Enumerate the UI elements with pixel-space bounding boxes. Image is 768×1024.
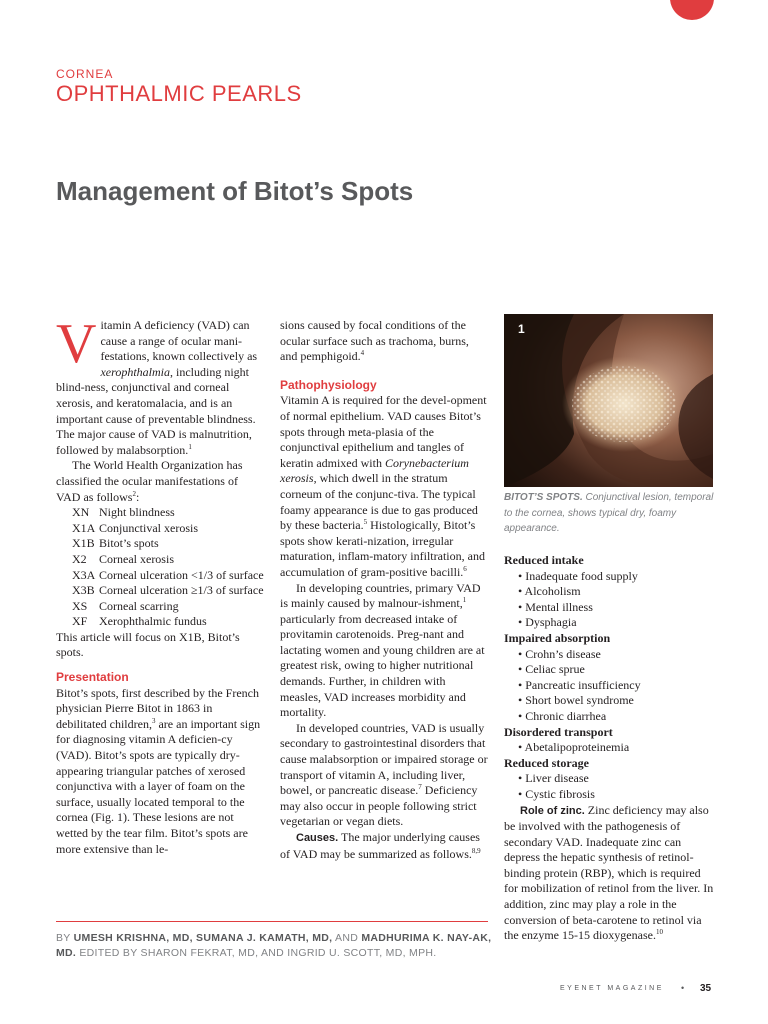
column-3: [504, 553, 716, 944]
byline-rule: [56, 921, 488, 922]
cause-list-item: • Dysphagia: [518, 615, 577, 630]
column-2: [280, 318, 489, 862]
classification-desc: Corneal xerosis: [99, 551, 174, 566]
byline: BY UMESH KRISHNA, MD, SUMANA J. KAMATH, MD, AND MADHURIMA K. NAY-AK, MD. EDITED BY SHARON FEKRAT, MD, AND INGRID U. SCOTT, MD, MPH.: [56, 932, 492, 959]
footer-magazine-name: EYENET MAGAZINE: [560, 985, 664, 992]
classification-row: [56, 505, 264, 521]
cause-list-item: • Mental illness: [518, 599, 593, 614]
cause-group-heading: Reduced storage: [504, 755, 589, 770]
causes-list: [504, 553, 716, 803]
classification-code: XF: [72, 614, 88, 629]
cause-group-heading: Impaired absorption: [504, 630, 611, 645]
page-number: 35: [700, 983, 712, 994]
classification-desc: Night blindness: [99, 505, 175, 520]
cause-list-item: • Abetalipoproteinemia: [518, 740, 630, 755]
classification-desc: Corneal ulceration <1/3 of surface: [99, 567, 264, 582]
who-classification-list: [56, 505, 264, 630]
section-title: OPHTHALMIC PEARLS: [56, 81, 302, 106]
cause-group-heading: Disordered transport: [504, 724, 613, 739]
focus-paragraph: This article will focus on X1B, Bitot’s spots.: [56, 629, 240, 660]
classification-code: X2: [72, 551, 87, 566]
classification-desc: Conjunctival xerosis: [99, 520, 198, 535]
footer-separator: •: [681, 983, 685, 993]
classification-row: [56, 614, 264, 630]
classification-row: [56, 568, 264, 584]
classification-row: [56, 599, 264, 615]
presentation-heading: Presentation: [56, 670, 129, 685]
intro-paragraph: Vitamin A deficiency (VAD) can cause a range of ocular mani-festations, known collectively as xerophthalmia, including night blind-ness, conjunctival and corneal xerosis, and keratomalacia, and is an important cause of preventable blindness. The major cause of VAD is malnutrition, followed by malabsorption.$^1$: [56, 313, 258, 457]
pathophysiology-paragraph-2: In developing countries, primary VAD is mainly caused by malnour-ishment,$^1$ particularly from decreased intake of provitamin carotenoids. Preg-nant and lactating women and young children are at greatest risk, owing to higher nutritional demands. Further, in children with measles, VAD increases morbidity and mortality.: [280, 580, 485, 720]
drop-cap: V: [56, 313, 97, 375]
who-paragraph: The World Health Organization has classified the ocular manifestations of VAD as follows$^2$:: [56, 458, 243, 504]
bitots-spot-photo: [504, 314, 713, 487]
figure-photo: [504, 314, 713, 487]
causes-paragraph: Causes. The major underlying causes of VAD may be summarized as follows.$^{8,9}$: [280, 830, 481, 861]
classification-row: [56, 552, 264, 568]
figure-number: 1: [518, 322, 525, 336]
presentation-continued: sions caused by focal conditions of the ocular surface such as trachoma, burns, and pemphigoid.$^4$: [280, 318, 469, 364]
cause-list-item: • Crohn’s disease: [518, 646, 601, 661]
article-title: Management of Bitot’s Spots: [56, 176, 414, 206]
classification-code: XS: [72, 598, 88, 613]
column-1: [56, 313, 264, 857]
cause-group-heading: Reduced intake: [504, 553, 584, 567]
cause-list-item: • Pancreatic insufficiency: [518, 677, 641, 692]
classification-row: [56, 583, 264, 599]
red-tab-circle: [670, 0, 714, 20]
presentation-paragraph: Bitot’s spots, first described by the French physician Pierre Bitot in 1863 in debilitated children,$^3$ are an important sign for diagnosing vitamin A deficien-cy (VAD). Bitot’s spots are typically dry-appearing triangular patches of xerosed conjunctiva with a layer of foam on the surface, usually located temporal to the cornea (Fig. 1). These lesions are not wetted by the tear film. Bitot’s spots are more extensive than le-: [56, 685, 261, 856]
classification-desc: Corneal scarring: [99, 598, 179, 613]
cause-list-item: • Alcoholism: [518, 584, 581, 599]
pathophysiology-paragraph-1: Vitamin A is required for the devel-opment of normal epithelium. VAD causes Bitot’s spots through meta-plasia of the conjunctival epithelium and tangles of keratin admixed with Corynebacterium xerosis, which dwell in the stratum corneum of the conjunc-tiva. The typical foamy appearance is due to gas produced by these bacteria.$^5$ Histologically, Bitot’s spots show kerati-nization, irregular maturation, inflam-matory infiltration, and accumulation of gram-positive bacilli.$^6$: [280, 393, 487, 579]
cause-list-item: • Chronic diarrhea: [518, 708, 607, 723]
classification-desc: Corneal ulceration ≥1/3 of surface: [99, 583, 264, 598]
cause-list-item: • Celiac sprue: [518, 662, 585, 677]
figure-caption: BITOT’S SPOTS. Conjunctival lesion, temporal to the cornea, shows typical dry, foamy appearance.: [504, 492, 714, 534]
classification-code: X3A: [72, 567, 96, 582]
classification-code: X1B: [72, 536, 95, 551]
section-label: CORNEA: [56, 67, 114, 81]
classification-row: [56, 521, 264, 537]
classification-code: X1A: [72, 520, 96, 535]
cause-list-item: • Short bowel syndrome: [518, 693, 634, 708]
pathophysiology-heading: Pathophysiology: [280, 377, 377, 392]
classification-desc: Bitot’s spots: [99, 536, 159, 551]
classification-code: X3B: [72, 583, 95, 598]
pathophysiology-paragraph-3: In developed countries, VAD is usually secondary to gastrointestinal disorders that cause malabsorption or impaired storage or transport of vitamin A, including liver, bowel, or pancreatic disease.$^7$ Deficiency may also occur in people following strict vegetarian or vegan diets.: [280, 720, 488, 829]
cause-list-item: • Inadequate food supply: [518, 568, 638, 583]
classification-code: XN: [72, 505, 90, 520]
classification-desc: Xerophthalmic fundus: [99, 614, 207, 629]
cause-list-item: • Liver disease: [518, 771, 589, 786]
zinc-paragraph: Role of zinc. Zinc deficiency may also be involved with the pathogenesis of secondary VAD. Inadequate zinc can depress the hepatic synthesis of retinol-binding protein (RBP), which is required for mobilization of retinol from the liver. In addition, zinc may play a role in the conversion of beta-carotene to retinol via the enzyme 15-15 dioxygenase.$^{10}$: [504, 802, 714, 943]
cause-list-item: • Cystic fibrosis: [518, 786, 595, 801]
classification-row: [56, 536, 264, 552]
